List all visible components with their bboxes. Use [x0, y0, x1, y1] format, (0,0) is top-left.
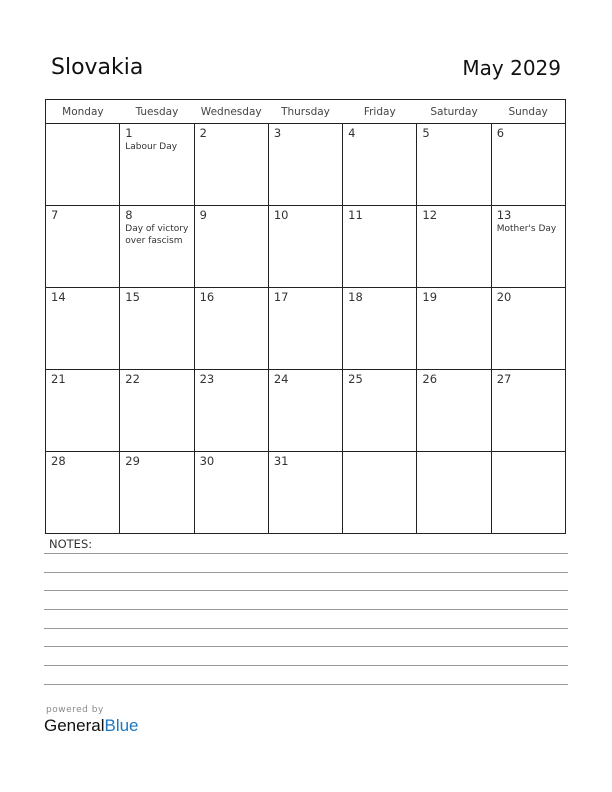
day-number: 14 [51, 290, 66, 304]
generalblue-logo [44, 716, 139, 736]
day-number: 31 [273, 454, 289, 468]
day-cell [120, 452, 194, 534]
day-number: 24 [273, 372, 289, 386]
day-cell [120, 124, 194, 206]
day-number: 2 [199, 126, 207, 140]
day-cell [417, 206, 491, 288]
day-number: 3 [273, 126, 282, 140]
day-number: 19 [422, 290, 438, 304]
week-row [46, 124, 566, 206]
notes-line [44, 665, 568, 666]
holiday-label: Labour Day [125, 142, 178, 152]
day-cell [343, 288, 417, 370]
day-cell [268, 452, 342, 534]
day-cell [268, 370, 342, 452]
weekday-sunday: Sunday [491, 100, 565, 124]
day-number: 9 [199, 208, 207, 222]
week-row [46, 370, 566, 452]
day-cell [46, 452, 120, 534]
weekday-friday: Friday [343, 100, 417, 124]
day-number: 12 [422, 208, 438, 222]
notes-line [44, 684, 568, 685]
day-cell [120, 370, 194, 452]
notes-line [44, 609, 568, 610]
week-row [46, 206, 566, 288]
week-row [46, 452, 566, 534]
weekday-saturday: Saturday [417, 100, 491, 124]
day-cell [46, 370, 120, 452]
day-cell [268, 124, 342, 206]
week-row [46, 288, 566, 370]
day-cell [343, 370, 417, 452]
day-cell [343, 206, 417, 288]
notes-label: NOTES: [49, 537, 93, 551]
day-number: 5 [422, 126, 430, 140]
day-number: 23 [199, 372, 215, 386]
day-number: 16 [199, 290, 215, 304]
day-number: 11 [348, 208, 363, 222]
holiday-label: Mother's Day [496, 224, 557, 234]
country-title: Slovakia [51, 55, 144, 80]
day-cell [491, 288, 565, 370]
day-cell [417, 124, 491, 206]
logo-general: General [44, 716, 105, 735]
day-number: 27 [496, 372, 512, 386]
day-cell [194, 370, 268, 452]
notes-line [44, 590, 568, 591]
day-number: 20 [496, 290, 512, 304]
day-number: 15 [125, 290, 140, 304]
day-cell [194, 206, 268, 288]
day-number: 30 [199, 454, 215, 468]
notes-line [44, 628, 568, 629]
day-cell [46, 288, 120, 370]
month-title: May 2029 [462, 56, 561, 80]
day-cell [46, 206, 120, 288]
day-number: 8 [125, 208, 133, 222]
day-cell [491, 370, 565, 452]
day-cell [120, 206, 194, 288]
day-cell [194, 124, 268, 206]
day-number: 6 [496, 126, 505, 140]
day-cell [417, 452, 491, 534]
day-cell [417, 370, 491, 452]
notes-line [44, 572, 568, 573]
day-cell [343, 452, 417, 534]
day-number: 21 [51, 372, 66, 386]
day-number: 1 [125, 126, 133, 140]
logo-blue: Blue [104, 716, 139, 735]
weekday-wednesday: Wednesday [194, 100, 268, 124]
day-number: 4 [348, 126, 356, 140]
day-cell [194, 288, 268, 370]
day-cell [46, 124, 120, 206]
weekday-thursday: Thursday [268, 100, 342, 124]
day-number: 26 [422, 372, 438, 386]
day-number: 22 [125, 372, 140, 386]
day-number: 13 [496, 208, 512, 222]
calendar-grid [45, 99, 566, 534]
day-number: 28 [51, 454, 66, 468]
day-cell [417, 288, 491, 370]
weekday-monday: Monday [46, 100, 120, 124]
day-number: 17 [273, 290, 289, 304]
holiday-label: Day of victory over fascism [125, 224, 189, 246]
day-number: 18 [348, 290, 363, 304]
notes-line [44, 646, 568, 647]
day-cell [268, 206, 342, 288]
day-cell [491, 206, 565, 288]
day-cell [491, 124, 565, 206]
day-number: 25 [348, 372, 363, 386]
day-cell [194, 452, 268, 534]
day-cell [491, 452, 565, 534]
weekday-header-row [46, 100, 566, 124]
powered-by-text: powered by [46, 705, 104, 715]
day-cell [343, 124, 417, 206]
day-number: 29 [125, 454, 140, 468]
notes-line [44, 553, 568, 554]
day-number: 7 [51, 208, 59, 222]
day-number: 10 [273, 208, 289, 222]
day-cell [268, 288, 342, 370]
weekday-tuesday: Tuesday [120, 100, 194, 124]
day-cell [120, 288, 194, 370]
